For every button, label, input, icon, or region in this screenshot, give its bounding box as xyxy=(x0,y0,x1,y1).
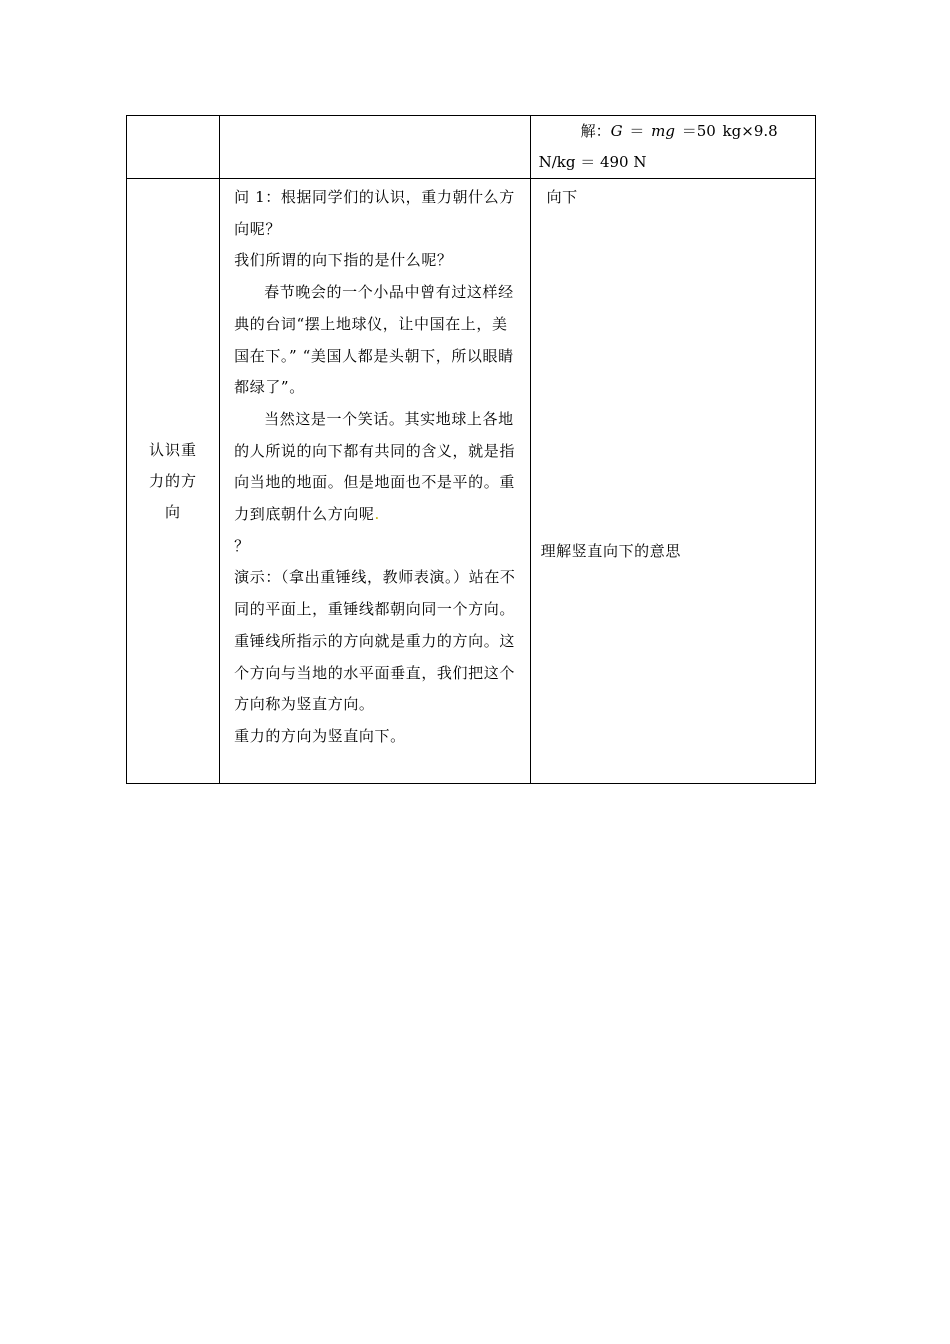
teacher-content xyxy=(220,179,529,753)
student-answer: 向下 xyxy=(546,188,578,206)
teacher-paragraph-text: 当然这是一个笑话。其实地球上各地的人所说的向下都有共同的含义，就是指向当地的地面。但是地面也不是平的。重力到底朝什么方向呢 xyxy=(234,409,515,524)
teacher-paragraph: 重锤线所指示的方向就是重力的方向。这个方向与当地的水平面垂直，我们把这个方向称为竖直方向。 xyxy=(234,631,515,714)
teacher-paragraph: ？ xyxy=(234,536,250,555)
solution-line-2: N/kg ＝ 490 N xyxy=(538,153,647,171)
solution-symbol-g: G xyxy=(610,122,623,140)
solution-equals: ＝ xyxy=(622,122,652,140)
teacher-paragraph xyxy=(234,404,515,531)
solution-text xyxy=(531,116,815,178)
topic-label: 认识重力的方向 xyxy=(149,440,198,521)
solution-prefix: 解： xyxy=(580,122,611,140)
topic-cell xyxy=(127,179,220,784)
lesson-table xyxy=(126,115,816,784)
student-answer: 理解竖直向下的意思 xyxy=(540,542,681,560)
teacher-cell xyxy=(220,179,530,784)
teacher-paragraph: 问 1：根据同学们的认识，重力朝什么方向呢？ xyxy=(234,188,515,238)
student-cell-solution xyxy=(530,116,815,179)
teacher-paragraph: 重力的方向为竖直向下。 xyxy=(234,726,406,745)
teacher-paragraph: 春节晚会的一个小品中曾有过这样经典的台词“摆上地球仪，让中国在上，美国在下。” “美国人都是头朝下，所以眼睛都绿了”。 xyxy=(234,283,514,397)
student-cell xyxy=(530,179,815,784)
teacher-paragraph: 演示：（拿出重锤线，教师表演。）站在不同的平面上，重锤线都朝向同一个方向。 xyxy=(234,568,516,619)
table-row-direction xyxy=(127,179,816,784)
teacher-paragraph: 我们所谓的向下指的是什么呢？ xyxy=(234,251,453,270)
solution-value: ＝50 kg×9.8 xyxy=(674,122,778,140)
dot-mark: . xyxy=(374,505,380,524)
teacher-cell-empty xyxy=(220,116,530,179)
topic-cell-empty xyxy=(127,116,220,179)
solution-symbol-mg: mg xyxy=(651,122,675,140)
solution-line-1 xyxy=(539,116,809,147)
table-row-solution xyxy=(127,116,816,179)
